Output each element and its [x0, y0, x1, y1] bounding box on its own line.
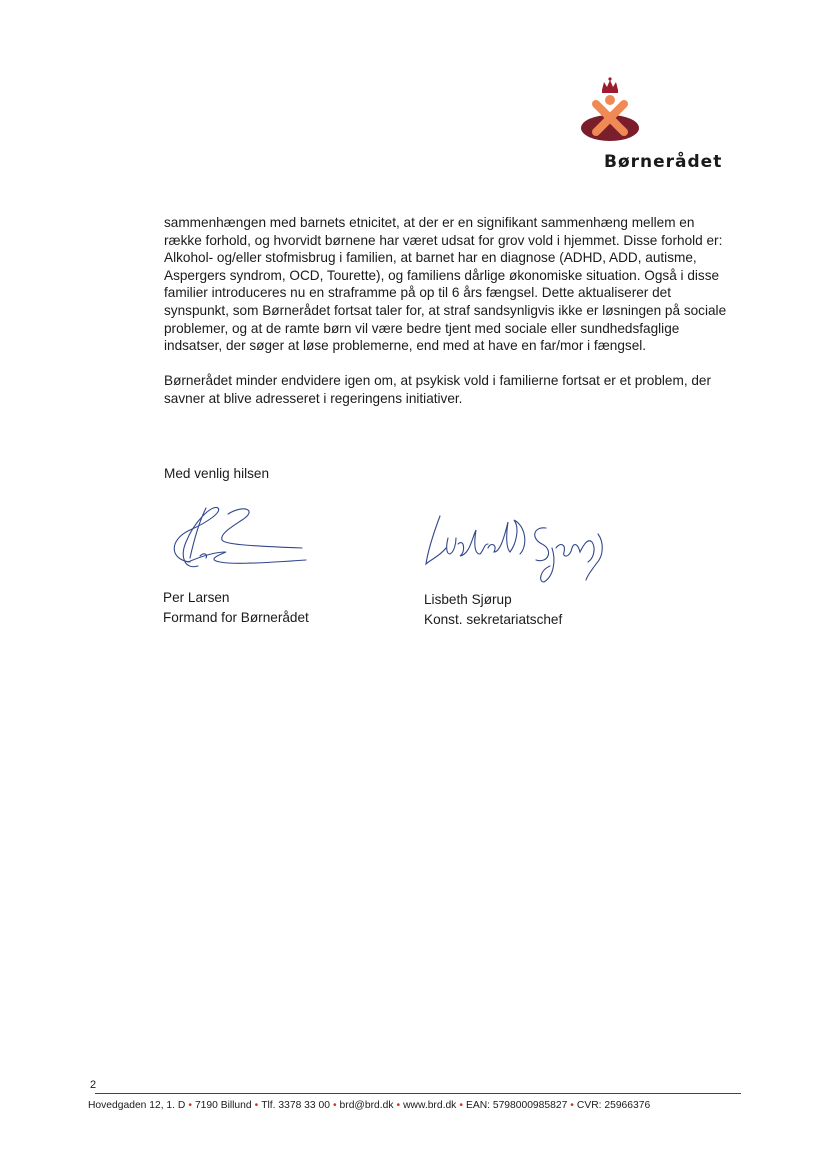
- crown-icon: [602, 77, 618, 93]
- footer-ean: EAN: 5798000985827: [465, 1100, 568, 1111]
- body-line: Børnerådet minder endvidere igen om, at psykisk vold i familierne fortsat er et problem, der: [164, 373, 712, 389]
- boerneraadet-logo: [578, 76, 642, 142]
- signer-title: Konst. sekretariatschef: [424, 612, 563, 627]
- body-line: Aspergers syndrom, OCD, Tourette), og familiens dårlige økonomiske situation. Også i disse: [164, 267, 720, 283]
- signer-lisbeth-sjoerup: [424, 590, 562, 630]
- signature-per-larsen: [160, 500, 310, 580]
- footer-separator: •: [254, 1100, 259, 1111]
- body-line: problemer, og at de ramte børn vil være bedre tjent med sociale eller sundhedsfaglige: [164, 320, 680, 336]
- body-line: familier introduceres nu en straframme på op til 6 års fængsel. Dette aktualiserer det: [164, 285, 671, 301]
- footer-email: brd@brd.dk: [339, 1100, 394, 1111]
- signature-lisbeth-sjoerup: [418, 508, 613, 588]
- footer-separator: •: [332, 1100, 337, 1111]
- footer-separator: •: [570, 1100, 574, 1111]
- letter-body: [164, 214, 744, 408]
- body-line: Alkohol- og/eller stofmisbrug i familien, at barnet har en diagnose (ADHD, ADD, autisme,: [164, 250, 697, 266]
- body-line: indsatser, der søger at løse problemerne, end med at have en far/mor i fængsel.: [164, 338, 647, 354]
- body-line: sammenhængen med barnets etnicitet, at der er en signifikant sammenhæng mellem en: [164, 215, 695, 230]
- footer-separator: •: [396, 1100, 401, 1111]
- paragraph-gap: [164, 355, 744, 373]
- footer-rule: [95, 1093, 741, 1094]
- signer-title: Formand for Børnerådet: [163, 610, 309, 625]
- body-line: savner at blive adresseret i regeringens initiativer.: [164, 390, 463, 406]
- footer-separator: •: [459, 1100, 463, 1111]
- footer-contact-line: [88, 1100, 650, 1111]
- footer-phone: Tlf. 3378 33 00: [261, 1100, 330, 1111]
- body-line: række forhold, og hvorvidt børnene har været udsat for grov vold i hjemmet. Disse forhold er:: [164, 232, 723, 248]
- footer-address: Hovedgaden 12, 1. D: [88, 1100, 186, 1111]
- footer-cvr: CVR: 25966376: [576, 1100, 651, 1111]
- page-number: 2: [90, 1079, 97, 1091]
- footer-city: 7190 Billund: [194, 1100, 252, 1111]
- body-line: synspunkt, som Børnerådet fortsat taler for, at straf sandsynligvis ikke er løsningen på sociale: [164, 302, 727, 318]
- footer-separator: •: [188, 1100, 192, 1111]
- signer-name: Lisbeth Sjørup: [424, 592, 512, 607]
- signer-per-larsen: [163, 588, 309, 628]
- closing-greeting: Med venlig hilsen: [164, 466, 270, 481]
- signer-name: Per Larsen: [163, 590, 230, 605]
- footer-website: www.brd.dk: [403, 1100, 457, 1111]
- org-name: Børnerådet: [604, 152, 723, 172]
